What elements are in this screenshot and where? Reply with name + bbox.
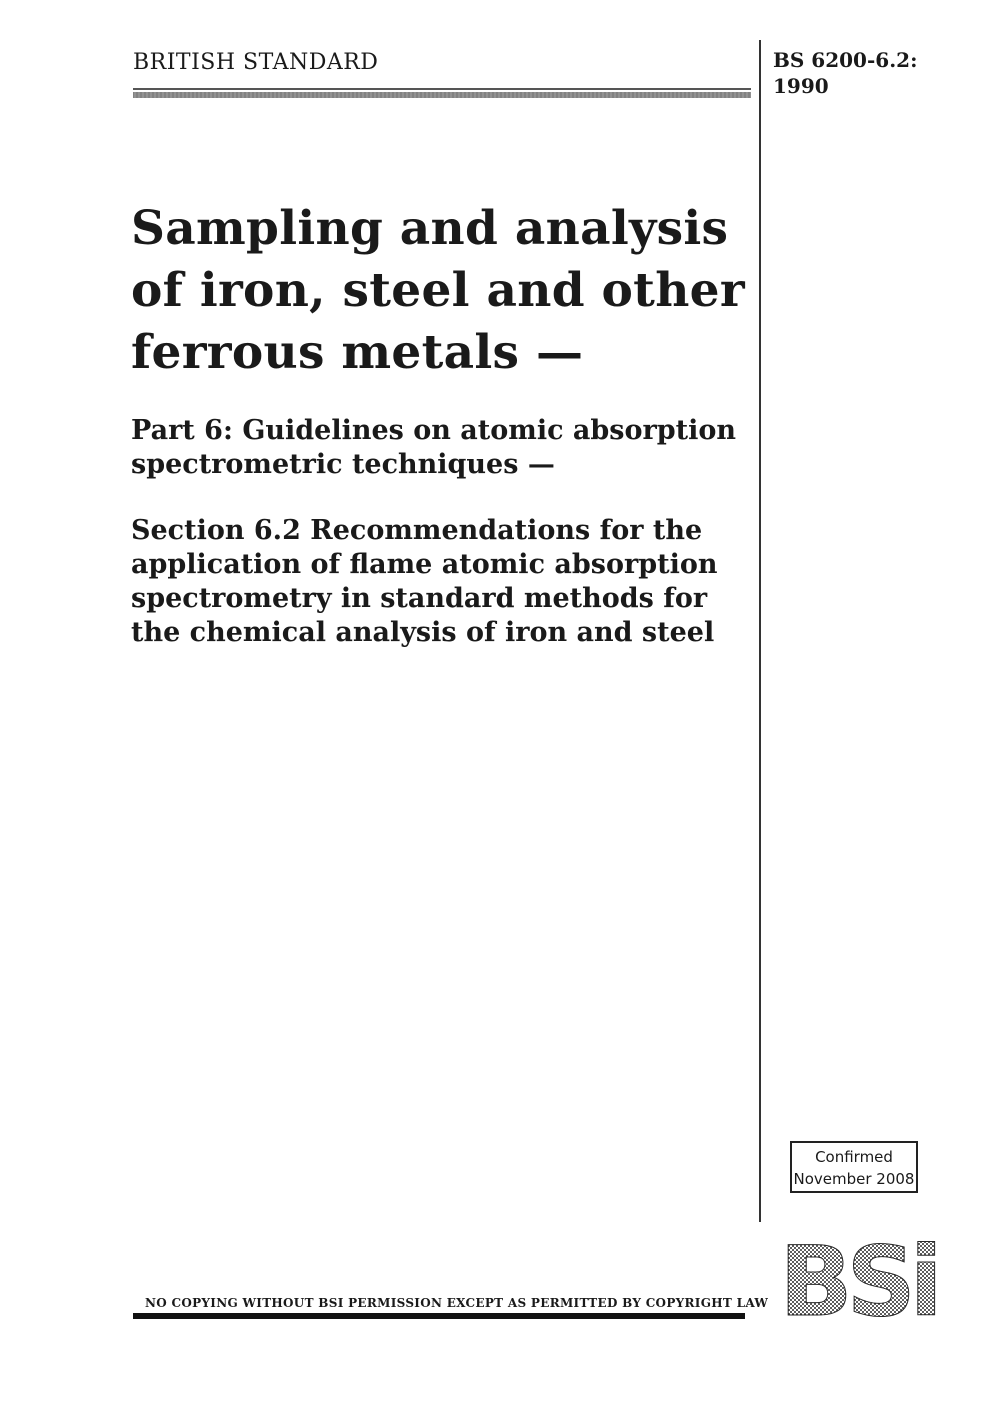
confirmed-stamp bbox=[790, 1141, 918, 1193]
vertical-divider bbox=[759, 40, 761, 1222]
part-title bbox=[131, 414, 756, 482]
header-label: BRITISH STANDARD bbox=[133, 50, 379, 75]
copyright-notice: NO COPYING WITHOUT BSI PERMISSION EXCEPT AS PERMITTED BY COPYRIGHT LAW bbox=[145, 1296, 769, 1310]
section-title-line1: Section 6.2 Recommendations for the bbox=[131, 515, 703, 546]
section-title-line2: application of flame atomic absorption bbox=[131, 549, 718, 580]
part-title-line1: Part 6: Guidelines on atomic absorption bbox=[131, 415, 736, 446]
confirmed-line1: Confirmed bbox=[815, 1148, 893, 1166]
main-title bbox=[131, 198, 751, 384]
header-rule-thick bbox=[133, 92, 751, 98]
footer-rule bbox=[133, 1313, 745, 1319]
standard-number bbox=[773, 47, 917, 99]
section-title bbox=[131, 514, 756, 650]
part-title-line2: spectrometric techniques — bbox=[131, 449, 555, 480]
header-rule-thin bbox=[133, 88, 751, 90]
main-title-line2: of iron, steel and other bbox=[131, 263, 745, 318]
confirmed-line2: November 2008 bbox=[793, 1170, 915, 1188]
bsi-logo bbox=[768, 1241, 948, 1321]
standard-number-line1: BS 6200-6.2: bbox=[773, 48, 918, 72]
bsi-logo-text: BSi bbox=[779, 1241, 937, 1321]
section-title-line3: spectrometry in standard methods for bbox=[131, 583, 708, 614]
main-title-line1: Sampling and analysis bbox=[131, 201, 729, 256]
section-title-line4: the chemical analysis of iron and steel bbox=[131, 617, 715, 648]
standard-number-line2: 1990 bbox=[773, 74, 829, 98]
main-title-line3: ferrous metals — bbox=[131, 325, 584, 380]
